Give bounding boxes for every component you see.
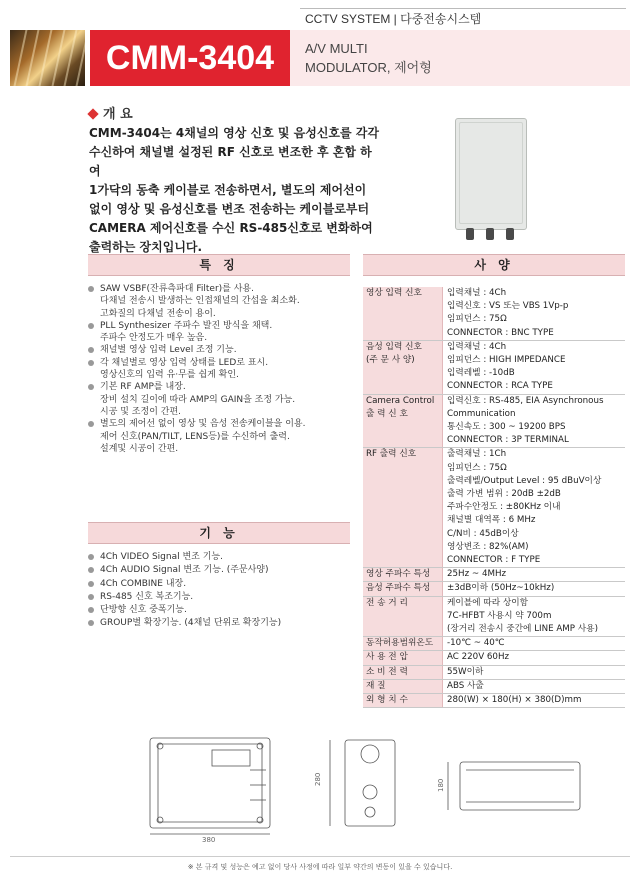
functions-list xyxy=(88,551,356,631)
spec-value xyxy=(443,596,626,637)
spec-label xyxy=(363,665,443,679)
list-item xyxy=(88,283,356,320)
spec-value-line: 케이블에 따라 상이함 xyxy=(447,597,529,608)
specs-header: 사 양 xyxy=(363,254,625,276)
spec-row xyxy=(363,287,625,340)
spec-value-line: CONNECTOR : RCA TYPE xyxy=(447,381,553,392)
list-item xyxy=(88,591,356,604)
list-item xyxy=(88,418,356,455)
spec-value-line: 입력신호 : VS 또는 VBS 1Vp-p xyxy=(447,301,569,312)
spec-value-line: ABS 사출 xyxy=(447,680,484,691)
spec-value xyxy=(443,651,626,665)
spec-label-line: 재 질 xyxy=(366,680,386,691)
spec-value xyxy=(443,582,626,596)
bullet-icon xyxy=(88,286,94,292)
spec-row xyxy=(363,679,625,693)
subtitle-line-2: MODULATOR, 제어형 xyxy=(305,60,432,75)
overview-line: CAMERA 제어신호를 수신 RS-485신호로 변화하여 xyxy=(89,221,373,235)
spec-label xyxy=(363,287,443,340)
spec-label-line: 소 비 전 력 xyxy=(366,666,408,677)
spec-row xyxy=(363,694,625,708)
spec-value xyxy=(443,694,626,708)
spec-label-line: 영상 입력 신호 xyxy=(366,288,422,298)
feature-line: SAW VSBF(잔류측파대 Filter)를 사용. xyxy=(100,284,254,294)
enclosure-lid xyxy=(459,122,523,224)
spec-value-line: 출력채널 : 1Ch xyxy=(447,449,507,460)
list-item xyxy=(88,551,356,564)
spec-row xyxy=(363,582,625,596)
overview-line: 없이 영상 및 음성신호를 변조 전송하는 케이블로부터 xyxy=(89,202,370,216)
spec-row xyxy=(363,637,625,651)
spec-label xyxy=(363,679,443,693)
spec-value-line: 입력신호 : RS-485, EIA Asynchronous xyxy=(447,395,604,406)
spec-row xyxy=(363,394,625,448)
spec-label-line: 동작허용범위온도 xyxy=(366,638,434,649)
spec-value xyxy=(443,340,626,394)
bullet-icon xyxy=(88,607,94,613)
spec-label xyxy=(363,448,443,568)
feature-line: 기본 RF AMP를 내장. xyxy=(100,382,186,393)
features-header: 특 징 xyxy=(88,254,350,276)
feature-line: 제어 신호(PAN/TILT, LENS등)를 수신하여 출력. xyxy=(100,431,290,442)
overview-line: 1가닥의 동축 케이블로 전송하면서, 별도의 제어선이 xyxy=(89,183,367,197)
bullet-icon xyxy=(88,620,94,626)
spec-label xyxy=(363,637,443,651)
list-item xyxy=(88,344,356,356)
dimension-height-label: 280 xyxy=(314,772,322,786)
spec-value-line: 55W이하 xyxy=(447,666,484,677)
spec-value-line: 입력레벨 : -10dB xyxy=(447,368,515,379)
header-rule xyxy=(300,8,626,9)
spec-value-line: 임피던스 : 75Ω xyxy=(447,314,507,325)
spec-row xyxy=(363,665,625,679)
list-item xyxy=(88,381,356,418)
overview-title: 개 요 xyxy=(103,107,133,122)
footnote: ※ 본 규격 및 성능은 예고 없이 당사 사정에 따라 일부 약간의 변동이 있을 수 있습니다. xyxy=(187,863,453,871)
features-list xyxy=(88,283,356,455)
spec-label-line: Camera Control xyxy=(366,395,435,406)
spec-label xyxy=(363,568,443,582)
spec-value-line: 출력레벨/Output Level : 95 dBuV이상 xyxy=(447,475,602,486)
spec-table xyxy=(363,287,625,708)
spec-value-line: (장거리 전송시 중간에 LINE AMP 사용) xyxy=(447,624,598,635)
list-item xyxy=(88,578,356,591)
front-view-drawing xyxy=(150,738,270,844)
feature-line: 주파수 안정도가 매우 높음. xyxy=(100,333,208,344)
brand-label: CCTV SYSTEM | 다중전송시스템 xyxy=(305,12,482,26)
spec-value-line: 280(W) × 180(H) × 380(D)mm xyxy=(447,695,582,706)
diamond-icon xyxy=(87,108,98,119)
list-item xyxy=(88,357,356,382)
spec-value-line: C/N비 : 45dB이상 xyxy=(447,528,519,539)
spec-label-line: 음성 입력 신호 xyxy=(366,341,422,352)
spec-label-line: (주 문 사 양) xyxy=(366,355,415,366)
spec-row xyxy=(363,340,625,394)
spec-value-line: CONNECTOR : BNC TYPE xyxy=(447,327,554,338)
spec-row xyxy=(363,448,625,568)
overview-body xyxy=(89,124,381,257)
spec-value-line: AC 220V 60Hz xyxy=(447,652,510,663)
spec-value xyxy=(443,637,626,651)
bullet-icon xyxy=(88,384,94,390)
function-text: 4Ch AUDIO Signal 변조 기능. (주문사양) xyxy=(100,565,269,576)
feature-line: 별도의 제어선 없이 영상 및 음성 전송케이블을 이용. xyxy=(100,419,306,430)
spec-row xyxy=(363,651,625,665)
function-text: RS-485 신호 복조기능. xyxy=(100,591,194,602)
spec-value-line: 임피던스 : 75Ω xyxy=(447,462,507,473)
cable-gland xyxy=(506,228,514,240)
function-text: GROUP별 확장기능. (4채널 단위로 확장기능) xyxy=(100,618,282,629)
model-title: CMM-3404 xyxy=(105,39,275,77)
spec-value xyxy=(443,287,626,340)
feature-line: 장비 설치 길이에 따라 AMP의 GAIN을 조정 가능. xyxy=(100,394,296,405)
spec-label-line: 음성 주파수 특성 xyxy=(366,583,431,594)
bullet-icon xyxy=(88,554,94,560)
cable-gland xyxy=(486,228,494,240)
spec-row xyxy=(363,568,625,582)
dimension-drawings xyxy=(130,730,630,845)
spec-label-line: RF 출력 신호 xyxy=(366,449,417,460)
footer-rule xyxy=(10,856,630,857)
spec-label xyxy=(363,582,443,596)
bullet-icon xyxy=(88,360,94,366)
dimension-side-label: 180 xyxy=(437,778,445,792)
list-item xyxy=(88,564,356,577)
function-text: 4Ch VIDEO Signal 변조 기능. xyxy=(100,552,223,562)
spec-label xyxy=(363,340,443,394)
spec-row xyxy=(363,596,625,637)
spec-value xyxy=(443,665,626,679)
functions-header: 기 능 xyxy=(88,522,350,544)
spec-value-line: 임피던스 : HIGH IMPEDANCE xyxy=(447,355,566,366)
dimension-width-label: 380 xyxy=(202,836,216,844)
spec-label xyxy=(363,694,443,708)
spec-label xyxy=(363,394,443,448)
overview-line: 출력하는 장치입니다. xyxy=(89,240,203,254)
spec-label-line: 외 형 치 수 xyxy=(366,695,408,706)
feature-line: 시공 및 조정이 간편. xyxy=(100,406,181,417)
spec-label-line: 출 력 신 호 xyxy=(366,408,408,419)
spec-value xyxy=(443,394,626,448)
spec-label xyxy=(363,651,443,665)
subtitle-line-1: A/V MULTI xyxy=(305,41,368,56)
spec-label-line: 사 용 전 압 xyxy=(366,652,408,663)
spec-value-line: 25Hz ~ 4MHz xyxy=(447,569,507,580)
bullet-icon xyxy=(88,594,94,600)
side-view-drawing xyxy=(314,740,395,826)
overview-line: CMM-3404는 4채널의 영상 신호 및 음성신호를 각각 xyxy=(89,126,379,140)
spec-label xyxy=(363,596,443,637)
spec-value xyxy=(443,568,626,582)
spec-value xyxy=(443,448,626,568)
cable-gland xyxy=(466,228,474,240)
header-photo xyxy=(10,30,85,86)
spec-value-line: Communication xyxy=(447,408,516,419)
spec-value-line: 7C-HFBT 사용시 약 700m xyxy=(447,610,552,621)
feature-line: 영상신호의 입력 유·무를 쉽게 확인. xyxy=(100,370,239,381)
feature-line: 설계및 시공이 간편. xyxy=(100,443,179,454)
spec-value-line: 영상변조 : 82%(AM) xyxy=(447,541,529,552)
bullet-icon xyxy=(88,567,94,573)
spec-value-line: CONNECTOR : F TYPE xyxy=(447,555,541,566)
bullet-icon xyxy=(88,581,94,587)
function-text: 단방향 신호 중폭기능. xyxy=(100,605,187,616)
spec-label-line: 영상 주파수 특성 xyxy=(366,569,431,580)
spec-value-line: 채널별 대역폭 : 6 MHz xyxy=(447,515,536,526)
spec-label-line: 전 송 거 리 xyxy=(366,597,408,608)
feature-line: 다채널 전송시 발생하는 인접채널의 간섭을 최소화. xyxy=(100,296,300,307)
spec-value-line: 통신속도 : 300 ~ 19200 BPS xyxy=(447,422,566,433)
list-item xyxy=(88,604,356,617)
feature-line: 채널별 영상 입력 Level 조정 기능. xyxy=(100,345,237,356)
feature-line: PLL Synthesizer 주파수 발진 방식을 채택. xyxy=(100,320,273,331)
spec-value-line: 입력채널 : 4Ch xyxy=(447,288,507,298)
spec-value-line: 입력채널 : 4Ch xyxy=(447,341,507,352)
spec-value xyxy=(443,679,626,693)
top-view-drawing xyxy=(437,762,580,810)
bullet-icon xyxy=(88,347,94,353)
function-text: 4Ch COMBINE 내장. xyxy=(100,578,187,589)
list-item xyxy=(88,617,356,630)
list-item xyxy=(88,320,356,345)
spec-value-line: 출력 가변 범위 : 20dB ±2dB xyxy=(447,489,561,500)
spec-value-line: -10℃ ~ 40℃ xyxy=(447,638,505,649)
spec-value-line: 주파수안정도 : ±80KHz 이내 xyxy=(447,502,561,513)
spec-value-line: ±3dB이하 (50Hz~10kHz) xyxy=(447,583,555,594)
feature-line: 각 채널별로 영상 입력 상태를 LED로 표시. xyxy=(100,357,269,368)
spec-value-line: CONNECTOR : 3P TERMINAL xyxy=(447,435,569,446)
feature-line: 고화질의 다채널 전송이 용이. xyxy=(100,308,216,319)
overview-line: 수신하여 채널별 설정된 RF 신호로 변조한 후 혼합 하여 xyxy=(89,145,372,178)
bullet-icon xyxy=(88,421,94,427)
bullet-icon xyxy=(88,323,94,329)
